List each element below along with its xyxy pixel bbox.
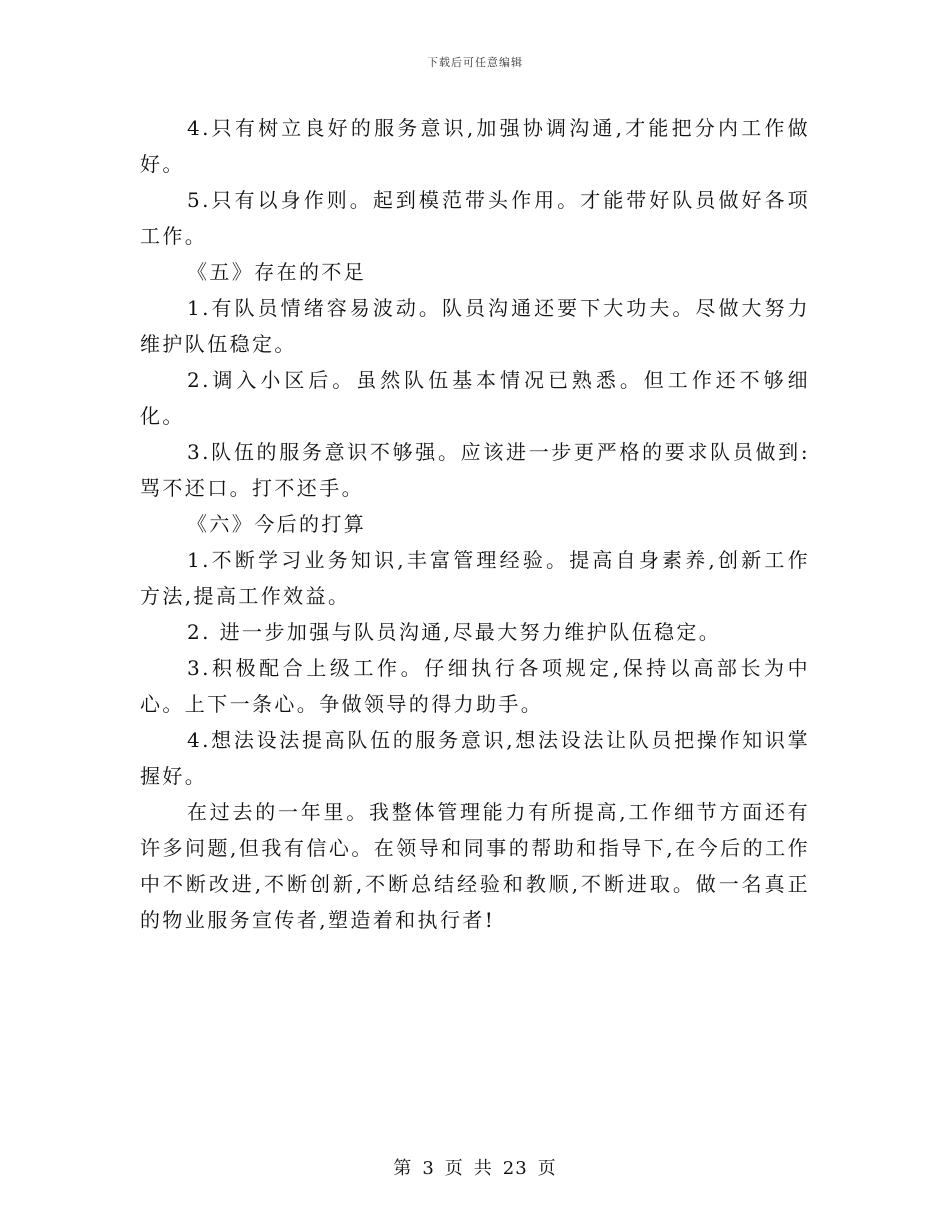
list-item: 4.只有树立良好的服务意识,加强协调沟通,才能把分内工作做好。 xyxy=(140,116,810,176)
list-item: 1.不断学习业务知识,丰富管理经验。提高自身素养,创新工作方法,提高工作效益。 xyxy=(140,548,810,608)
list-item: 3.队伍的服务意识不够强。应该进一步更严格的要求队员做到:骂不还口。打不还手。 xyxy=(140,440,810,500)
list-item: 2.调入小区后。虽然队伍基本情况已熟悉。但工作还不够细化。 xyxy=(140,368,810,428)
list-item: 3.积极配合上级工作。仔细执行各项规定,保持以高部长为中心。上下一条心。争做领导的得力助手。 xyxy=(140,656,810,716)
total-word: 共 xyxy=(473,1158,493,1179)
page-number-prefix: 第 xyxy=(393,1158,413,1179)
section-heading: 《五》存在的不足 xyxy=(187,260,367,284)
list-item: 4.想法设法提高队伍的服务意识,想法设法让队员把操作知识掌握好。 xyxy=(140,728,810,788)
page-header: 下载后可任意编辑 xyxy=(427,56,523,69)
current-page: 3 xyxy=(422,1158,435,1179)
document-body xyxy=(140,110,810,938)
page-number xyxy=(0,1154,950,1180)
closing-paragraph: 在过去的一年里。我整体管理能力有所提高,工作细节方面还有许多问题,但我有信心。在领导和同事的帮助和指导下,在今后的工作中不断改进,不断创新,不断总结经验和教顺,不断进取。做一名真正的物业服务宣传者,塑造着和执行者! xyxy=(140,800,810,932)
list-item: 2. 进一步加强与队员沟通,尽最大努力维护队伍稳定。 xyxy=(187,620,722,644)
total-pages: 23 xyxy=(502,1158,528,1179)
section-heading: 《六》今后的打算 xyxy=(187,512,367,536)
page-word: 页 xyxy=(444,1158,464,1179)
list-item: 1.有队员情绪容易波动。队员沟通还要下大功夫。尽做大努力维护队伍稳定。 xyxy=(140,296,810,356)
list-item: 5.只有以身作则。起到模范带头作用。才能带好队员做好各项工作。 xyxy=(140,188,810,248)
page-number-suffix: 页 xyxy=(537,1158,557,1179)
